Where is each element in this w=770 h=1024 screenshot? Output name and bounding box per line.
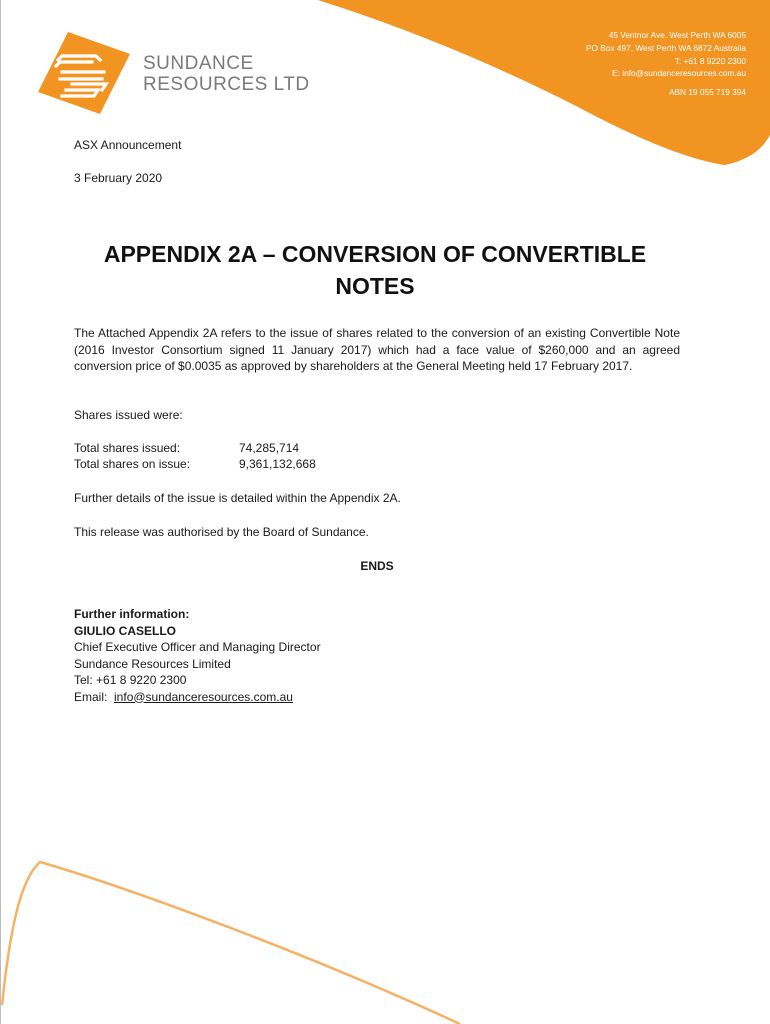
- contact-email-row: [74, 689, 321, 706]
- contact-tel: Tel: +61 8 9220 2300: [74, 673, 187, 687]
- shares-issued-row: [74, 441, 299, 455]
- company-name-line2: RESOURCES LTD: [143, 74, 310, 95]
- shares-on-issue-row: [74, 457, 316, 471]
- further-information-block: [74, 606, 321, 705]
- shares-on-issue-value: 9,361,132,668: [239, 457, 316, 471]
- shares-on-issue-label: Total shares on issue:: [74, 457, 191, 471]
- further-info-heading: Further information:: [74, 607, 190, 621]
- contact-po-box: PO Box 497, West Perth WA 6872 Australia: [585, 42, 746, 53]
- title-line1: APPENDIX 2A – CONVERSION OF CONVERTIBLE: [103, 241, 647, 267]
- details-paragraph: Further details of the issue is detailed within the Appendix 2A.: [74, 491, 401, 505]
- company-name-line1: SUNDANCE: [143, 53, 254, 74]
- contact-address: 45 Ventnor Ave. West Perth WA 6005: [608, 30, 746, 40]
- title-line2: NOTES: [335, 273, 415, 299]
- shares-issued-label: Total shares issued:: [74, 441, 181, 455]
- shares-issued-value: 74,285,714: [239, 441, 300, 455]
- contact-block: [586, 29, 746, 99]
- sundance-logo-icon: [38, 32, 130, 114]
- contact-person-name: GIULIO CASELLO: [74, 623, 176, 638]
- email-link[interactable]: info@sundanceresources.com.au: [114, 689, 293, 704]
- document-title: [60, 238, 690, 302]
- footer-orange-curve: [2, 862, 460, 1024]
- announcement-date: 3 February 2020: [74, 171, 163, 185]
- contact-phone: T: +61 8 9220 2300: [674, 55, 746, 66]
- announcement-type: ASX Announcement: [74, 138, 182, 152]
- ends-marker: ENDS: [360, 559, 394, 573]
- shares-heading: Shares issued were:: [74, 408, 183, 422]
- intro-paragraph: The Attached Appendix 2A refers to the issue of shares related to the conversion of an existing Convertible Note (2016 Investor Consortium signed 11 January 2017) which had a face value of $260,000 and an agreed conversion price of $0.0035 as approved by shareholders at the General Meeting held 17 February 2017.: [74, 326, 680, 373]
- email-label: Email:: [74, 689, 108, 704]
- contact-abn: ABN 19 055 719 394: [668, 87, 746, 98]
- contact-email: E: info@sundanceresources.com.au: [612, 68, 746, 79]
- authorised-paragraph: This release was authorised by the Board of Sundance.: [74, 525, 369, 539]
- contact-company: Sundance Resources Limited: [74, 656, 231, 671]
- contact-person-role: Chief Executive Officer and Managing Director: [74, 640, 321, 654]
